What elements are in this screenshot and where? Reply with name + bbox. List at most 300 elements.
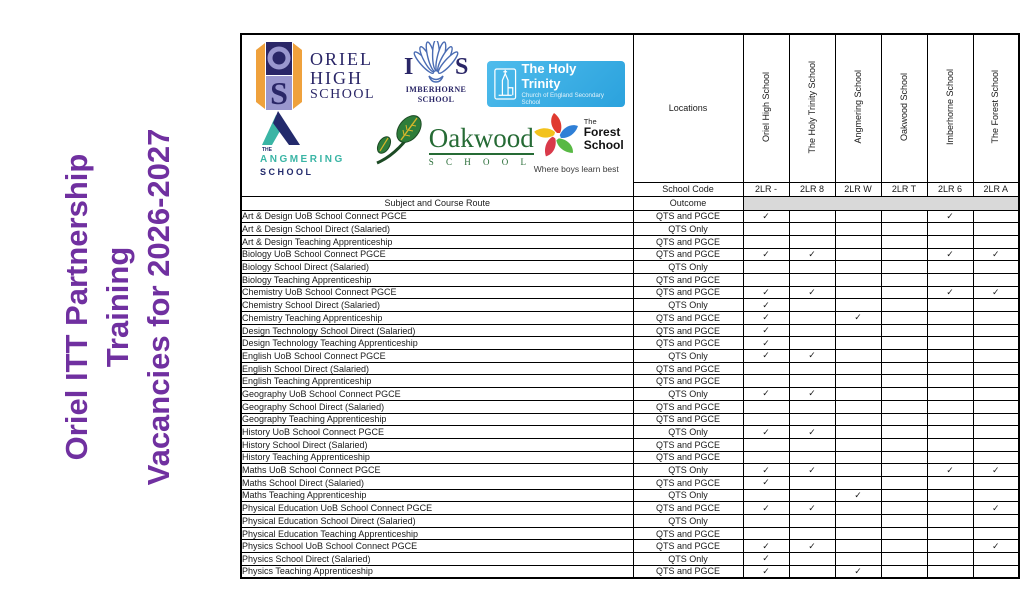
empty-cell xyxy=(881,210,927,223)
vacancy-check-cell: ✓ xyxy=(789,426,835,439)
empty-cell xyxy=(835,337,881,350)
forest-tagline: Where boys learn best xyxy=(533,164,619,174)
empty-cell xyxy=(927,400,973,413)
outcome-cell: QTS Only xyxy=(633,350,743,363)
empty-cell xyxy=(789,489,835,502)
empty-cell xyxy=(835,261,881,274)
empty-cell xyxy=(927,438,973,451)
empty-cell xyxy=(789,337,835,350)
pinwheel-icon xyxy=(534,111,580,159)
empty-cell xyxy=(927,553,973,566)
subject-cell: English UoB School Connect PGCE xyxy=(241,350,633,363)
subject-cell: History School Direct (Salaried) xyxy=(241,438,633,451)
school-column-header xyxy=(973,34,1019,182)
angmering-school-logo xyxy=(260,111,345,177)
empty-cell xyxy=(743,527,789,540)
outcome-cell: QTS and PGCE xyxy=(633,362,743,375)
empty-cell xyxy=(743,375,789,388)
empty-cell xyxy=(743,362,789,375)
table-row xyxy=(241,489,1019,502)
holy-trinity-subtitle: Church of England Secondary School xyxy=(521,91,605,106)
table-row xyxy=(241,527,1019,540)
table-row xyxy=(241,540,1019,553)
empty-cell xyxy=(835,210,881,223)
vacancy-check-cell: ✓ xyxy=(789,350,835,363)
empty-cell xyxy=(789,324,835,337)
empty-cell xyxy=(881,235,927,248)
subject-cell: Chemistry School Direct (Salaried) xyxy=(241,299,633,312)
subject-column-header: Subject and Course Route xyxy=(241,196,633,210)
outcome-cell: QTS Only xyxy=(633,489,743,502)
empty-cell xyxy=(743,273,789,286)
vacancy-check-cell: ✓ xyxy=(743,464,789,477)
empty-cell xyxy=(743,413,789,426)
forest-logo-top xyxy=(534,111,624,159)
angmering-triangle-icon xyxy=(260,111,302,146)
logo-row-bottom xyxy=(256,111,625,177)
empty-cell xyxy=(927,362,973,375)
school-code-cell: 2LR - xyxy=(743,182,789,196)
empty-cell xyxy=(789,362,835,375)
vacancy-check-cell: ✓ xyxy=(973,502,1019,515)
outcome-column-header: Outcome xyxy=(633,196,743,210)
subject-cell: Biology Teaching Apprenticeship xyxy=(241,273,633,286)
table-row xyxy=(241,438,1019,451)
subject-cell: Art & Design Teaching Apprenticeship xyxy=(241,235,633,248)
empty-cell xyxy=(743,489,789,502)
table-row xyxy=(241,375,1019,388)
imberhorne-word-1: IMBERHORNE xyxy=(405,85,467,94)
subject-cell: Chemistry Teaching Apprenticeship xyxy=(241,312,633,325)
oakwood-name: Oakwood xyxy=(428,123,534,153)
school-name-vertical: The Forest School xyxy=(990,70,1001,145)
school-name-vertical: The Holy Trinity School xyxy=(806,60,817,154)
subject-cell: English Teaching Apprenticeship xyxy=(241,375,633,388)
subject-cell: Art & Design UoB School Connect PGCE xyxy=(241,210,633,223)
svg-text:S: S xyxy=(270,75,288,111)
vacancy-check-cell: ✓ xyxy=(927,464,973,477)
empty-cell xyxy=(973,451,1019,464)
vacancy-check-cell: ✓ xyxy=(743,502,789,515)
outcome-cell: QTS and PGCE xyxy=(633,312,743,325)
subject-cell: English School Direct (Salaried) xyxy=(241,362,633,375)
forest-school-logo xyxy=(534,111,624,174)
holy-trinity-logo-text xyxy=(521,62,618,106)
empty-cell xyxy=(835,464,881,477)
svg-text:S: S xyxy=(455,54,469,80)
empty-cell xyxy=(973,337,1019,350)
empty-cell xyxy=(881,261,927,274)
oriel-logo-text xyxy=(310,50,375,102)
vacancy-check-cell: ✓ xyxy=(743,426,789,439)
empty-cell xyxy=(835,248,881,261)
table-row xyxy=(241,286,1019,299)
forest-the: The xyxy=(583,117,597,127)
empty-cell xyxy=(881,324,927,337)
school-column-header xyxy=(789,34,835,182)
school-name-vertical: Oakwood School xyxy=(898,73,909,142)
table-row xyxy=(241,337,1019,350)
table-row xyxy=(241,515,1019,528)
outcome-cell: QTS Only xyxy=(633,464,743,477)
empty-cell xyxy=(927,350,973,363)
empty-cell xyxy=(927,375,973,388)
empty-cell xyxy=(973,312,1019,325)
empty-cell xyxy=(881,489,927,502)
outcome-cell: QTS and PGCE xyxy=(633,476,743,489)
empty-cell xyxy=(927,502,973,515)
outcome-cell: QTS and PGCE xyxy=(633,438,743,451)
vacancy-check-cell: ✓ xyxy=(743,540,789,553)
empty-cell xyxy=(973,324,1019,337)
empty-cell xyxy=(973,489,1019,502)
subject-cell: Geography UoB School Connect PGCE xyxy=(241,388,633,401)
vacancy-check-cell: ✓ xyxy=(835,312,881,325)
oakwood-logo-text xyxy=(429,125,534,167)
empty-cell xyxy=(789,273,835,286)
empty-cell xyxy=(789,400,835,413)
table-row xyxy=(241,565,1019,578)
empty-cell xyxy=(835,438,881,451)
logo-header-row xyxy=(241,34,1019,182)
outcome-cell: QTS and PGCE xyxy=(633,565,743,578)
table-row xyxy=(241,400,1019,413)
empty-cell xyxy=(973,426,1019,439)
empty-cell xyxy=(743,261,789,274)
empty-cell xyxy=(973,210,1019,223)
empty-cell xyxy=(881,375,927,388)
title-line-1: Oriel ITT Partnership xyxy=(59,153,94,461)
vacancy-check-cell: ✓ xyxy=(789,540,835,553)
table-row xyxy=(241,312,1019,325)
vacancy-check-cell: ✓ xyxy=(743,565,789,578)
empty-cell xyxy=(927,299,973,312)
empty-cell xyxy=(927,273,973,286)
vacancy-check-cell: ✓ xyxy=(743,388,789,401)
imberhorne-feathers-icon xyxy=(403,41,469,85)
oriel-crest-icon xyxy=(256,41,302,111)
empty-cell xyxy=(881,515,927,528)
vacancy-check-cell: ✓ xyxy=(743,210,789,223)
empty-cell xyxy=(789,235,835,248)
forest-word-1: Forest xyxy=(583,125,621,140)
empty-cell xyxy=(789,527,835,540)
subject-cell: Physics School Direct (Salaried) xyxy=(241,553,633,566)
empty-cell xyxy=(743,235,789,248)
subject-cell: Geography Teaching Apprenticeship xyxy=(241,413,633,426)
subject-cell: Chemistry UoB School Connect PGCE xyxy=(241,286,633,299)
table-row xyxy=(241,273,1019,286)
outcome-cell: QTS Only xyxy=(633,426,743,439)
outcome-cell: QTS and PGCE xyxy=(633,324,743,337)
school-column-header xyxy=(743,34,789,182)
subject-cell: Design Technology School Direct (Salaried) xyxy=(241,324,633,337)
church-icon xyxy=(493,66,517,102)
subject-cell: Art & Design School Direct (Salaried) xyxy=(241,223,633,236)
empty-cell xyxy=(927,540,973,553)
subject-cell: Geography School Direct (Salaried) xyxy=(241,400,633,413)
empty-cell xyxy=(835,299,881,312)
subject-cell: Physical Education UoB School Connect PGCE xyxy=(241,502,633,515)
table-row xyxy=(241,451,1019,464)
angmering-the: THE xyxy=(262,147,272,153)
empty-cell xyxy=(973,223,1019,236)
empty-cell xyxy=(881,223,927,236)
oriel-word-1: ORIEL xyxy=(310,48,373,69)
vacancy-check-cell: ✓ xyxy=(789,464,835,477)
empty-cell xyxy=(743,223,789,236)
empty-cell xyxy=(927,451,973,464)
outcome-cell: QTS and PGCE xyxy=(633,273,743,286)
vacancy-check-cell: ✓ xyxy=(927,248,973,261)
outcome-cell: QTS and PGCE xyxy=(633,413,743,426)
column-header-row xyxy=(241,196,1019,210)
school-column-header xyxy=(881,34,927,182)
table-row xyxy=(241,426,1019,439)
empty-cell xyxy=(927,515,973,528)
vacancy-check-cell: ✓ xyxy=(743,248,789,261)
table-row xyxy=(241,362,1019,375)
vacancy-check-cell: ✓ xyxy=(743,312,789,325)
oriel-word-2: HIGH xyxy=(310,67,363,88)
svg-text:I: I xyxy=(404,54,414,80)
angmering-name: ANGMERING xyxy=(260,154,345,165)
empty-cell xyxy=(881,286,927,299)
empty-cell xyxy=(789,515,835,528)
school-column-header xyxy=(927,34,973,182)
outcome-cell: QTS Only xyxy=(633,299,743,312)
subject-cell: Physical Education Teaching Apprenticeship xyxy=(241,527,633,540)
oakwood-school-logo xyxy=(371,111,534,167)
empty-cell xyxy=(881,553,927,566)
vacancy-check-cell: ✓ xyxy=(743,286,789,299)
outcome-cell: QTS Only xyxy=(633,223,743,236)
vacancy-check-cell: ✓ xyxy=(743,299,789,312)
empty-cell xyxy=(973,553,1019,566)
table-row xyxy=(241,210,1019,223)
empty-cell xyxy=(789,553,835,566)
oakwood-school-word: S C H O O L xyxy=(428,157,531,167)
empty-cell xyxy=(881,312,927,325)
empty-cell xyxy=(927,312,973,325)
empty-cell xyxy=(881,476,927,489)
table-row xyxy=(241,553,1019,566)
empty-cell xyxy=(835,223,881,236)
empty-cell xyxy=(973,565,1019,578)
oak-leaf-icon xyxy=(371,111,427,167)
empty-cell xyxy=(973,476,1019,489)
empty-cell xyxy=(927,565,973,578)
outcome-cell: QTS and PGCE xyxy=(633,210,743,223)
outcome-cell: QTS and PGCE xyxy=(633,540,743,553)
subject-cell: Maths Teaching Apprenticeship xyxy=(241,489,633,502)
school-code-cell: 2LR A xyxy=(973,182,1019,196)
vacancies-table xyxy=(240,33,1020,579)
logo-row-top xyxy=(256,41,625,111)
empty-cell xyxy=(789,223,835,236)
angmering-school-word: SCHOOL xyxy=(260,167,314,177)
holy-trinity-title: The Holy Trinity xyxy=(521,61,577,91)
vacancy-check-cell: ✓ xyxy=(789,286,835,299)
empty-cell xyxy=(881,350,927,363)
empty-cell xyxy=(835,324,881,337)
empty-cell xyxy=(973,515,1019,528)
empty-cell xyxy=(973,299,1019,312)
table-row xyxy=(241,248,1019,261)
gray-band-cell xyxy=(743,196,1019,210)
vacancy-check-cell: ✓ xyxy=(973,248,1019,261)
table-row xyxy=(241,464,1019,477)
school-code-label: School Code xyxy=(633,182,743,196)
school-code-cell: 2LR 6 xyxy=(927,182,973,196)
empty-cell xyxy=(927,489,973,502)
vacancy-check-cell: ✓ xyxy=(973,464,1019,477)
school-code-cell: 2LR W xyxy=(835,182,881,196)
empty-cell xyxy=(881,451,927,464)
vacancy-check-cell: ✓ xyxy=(743,476,789,489)
empty-cell xyxy=(927,337,973,350)
empty-cell xyxy=(973,413,1019,426)
empty-cell xyxy=(973,273,1019,286)
empty-cell xyxy=(835,362,881,375)
empty-cell xyxy=(789,565,835,578)
table-row xyxy=(241,235,1019,248)
title-line-2: Training xyxy=(99,246,135,368)
subject-cell: Maths UoB School Connect PGCE xyxy=(241,464,633,477)
vacancy-check-cell: ✓ xyxy=(743,350,789,363)
empty-cell xyxy=(743,451,789,464)
empty-cell xyxy=(835,286,881,299)
empty-cell xyxy=(835,553,881,566)
vacancy-check-cell: ✓ xyxy=(743,553,789,566)
empty-cell xyxy=(881,527,927,540)
school-name-vertical: Angmering School xyxy=(852,70,863,145)
empty-cell xyxy=(973,400,1019,413)
empty-cell xyxy=(881,248,927,261)
forest-word-2: School xyxy=(583,137,624,152)
partner-logos-cell xyxy=(241,34,633,196)
subject-cell: Biology UoB School Connect PGCE xyxy=(241,248,633,261)
empty-cell xyxy=(881,565,927,578)
vacancy-check-cell: ✓ xyxy=(835,489,881,502)
empty-cell xyxy=(789,413,835,426)
subject-cell: Physics School UoB School Connect PGCE xyxy=(241,540,633,553)
partner-logos xyxy=(242,35,633,189)
outcome-cell: QTS Only xyxy=(633,515,743,528)
vacancy-check-cell: ✓ xyxy=(743,324,789,337)
vacancy-check-cell: ✓ xyxy=(927,210,973,223)
subject-cell: Biology School Direct (Salaried) xyxy=(241,261,633,274)
outcome-cell: QTS Only xyxy=(633,388,743,401)
empty-cell xyxy=(973,375,1019,388)
subject-cell: Physics Teaching Apprenticeship xyxy=(241,565,633,578)
vacancy-check-cell: ✓ xyxy=(973,540,1019,553)
outcome-cell: QTS and PGCE xyxy=(633,502,743,515)
empty-cell xyxy=(927,413,973,426)
empty-cell xyxy=(881,502,927,515)
empty-cell xyxy=(835,400,881,413)
school-name-vertical: Oriel High School xyxy=(760,72,771,143)
outcome-cell: QTS and PGCE xyxy=(633,337,743,350)
empty-cell xyxy=(789,210,835,223)
locations-header-cell: Locations xyxy=(633,34,743,182)
empty-cell xyxy=(881,388,927,401)
empty-cell xyxy=(789,299,835,312)
empty-cell xyxy=(881,413,927,426)
empty-cell xyxy=(927,223,973,236)
school-code-cell: 2LR 8 xyxy=(789,182,835,196)
table-row xyxy=(241,502,1019,515)
empty-cell xyxy=(973,527,1019,540)
empty-cell xyxy=(835,388,881,401)
school-code-cell: 2LR T xyxy=(881,182,927,196)
table-row xyxy=(241,350,1019,363)
empty-cell xyxy=(927,476,973,489)
empty-cell xyxy=(789,438,835,451)
outcome-cell: QTS and PGCE xyxy=(633,286,743,299)
holy-trinity-logo xyxy=(487,61,624,107)
empty-cell xyxy=(927,324,973,337)
vacancy-check-cell: ✓ xyxy=(743,337,789,350)
vacancy-check-cell: ✓ xyxy=(927,286,973,299)
empty-cell xyxy=(927,388,973,401)
outcome-cell: QTS and PGCE xyxy=(633,451,743,464)
outcome-cell: QTS and PGCE xyxy=(633,375,743,388)
school-name-vertical: Imberhorne School xyxy=(944,69,955,146)
empty-cell xyxy=(835,413,881,426)
imberhorne-logo-text xyxy=(406,85,466,105)
empty-cell xyxy=(789,476,835,489)
empty-cell xyxy=(835,350,881,363)
empty-cell xyxy=(835,451,881,464)
empty-cell xyxy=(835,375,881,388)
empty-cell xyxy=(743,515,789,528)
imberhorne-word-2: SCHOOL xyxy=(417,95,455,104)
vacancy-check-cell: ✓ xyxy=(789,248,835,261)
outcome-cell: QTS and PGCE xyxy=(633,527,743,540)
empty-cell xyxy=(789,261,835,274)
empty-cell xyxy=(835,476,881,489)
empty-cell xyxy=(743,438,789,451)
empty-cell xyxy=(835,235,881,248)
empty-cell xyxy=(835,540,881,553)
empty-cell xyxy=(881,362,927,375)
empty-cell xyxy=(973,350,1019,363)
title-line-3: Vacancies for 2026-2027 xyxy=(140,128,176,486)
empty-cell xyxy=(789,451,835,464)
subject-cell: History Teaching Apprenticeship xyxy=(241,451,633,464)
empty-cell xyxy=(789,375,835,388)
empty-cell xyxy=(743,400,789,413)
subject-cell: Design Technology Teaching Apprenticeship xyxy=(241,337,633,350)
empty-cell xyxy=(835,502,881,515)
table-row xyxy=(241,223,1019,236)
table-row xyxy=(241,388,1019,401)
empty-cell xyxy=(927,426,973,439)
empty-cell xyxy=(927,527,973,540)
empty-cell xyxy=(927,235,973,248)
subject-cell: History UoB School Connect PGCE xyxy=(241,426,633,439)
empty-cell xyxy=(835,426,881,439)
empty-cell xyxy=(881,464,927,477)
subject-cell: Physical Education School Direct (Salaried) xyxy=(241,515,633,528)
outcome-cell: QTS and PGCE xyxy=(633,248,743,261)
vacancy-check-cell: ✓ xyxy=(835,565,881,578)
empty-cell xyxy=(973,362,1019,375)
outcome-cell: QTS Only xyxy=(633,553,743,566)
empty-cell xyxy=(973,388,1019,401)
empty-cell xyxy=(881,438,927,451)
